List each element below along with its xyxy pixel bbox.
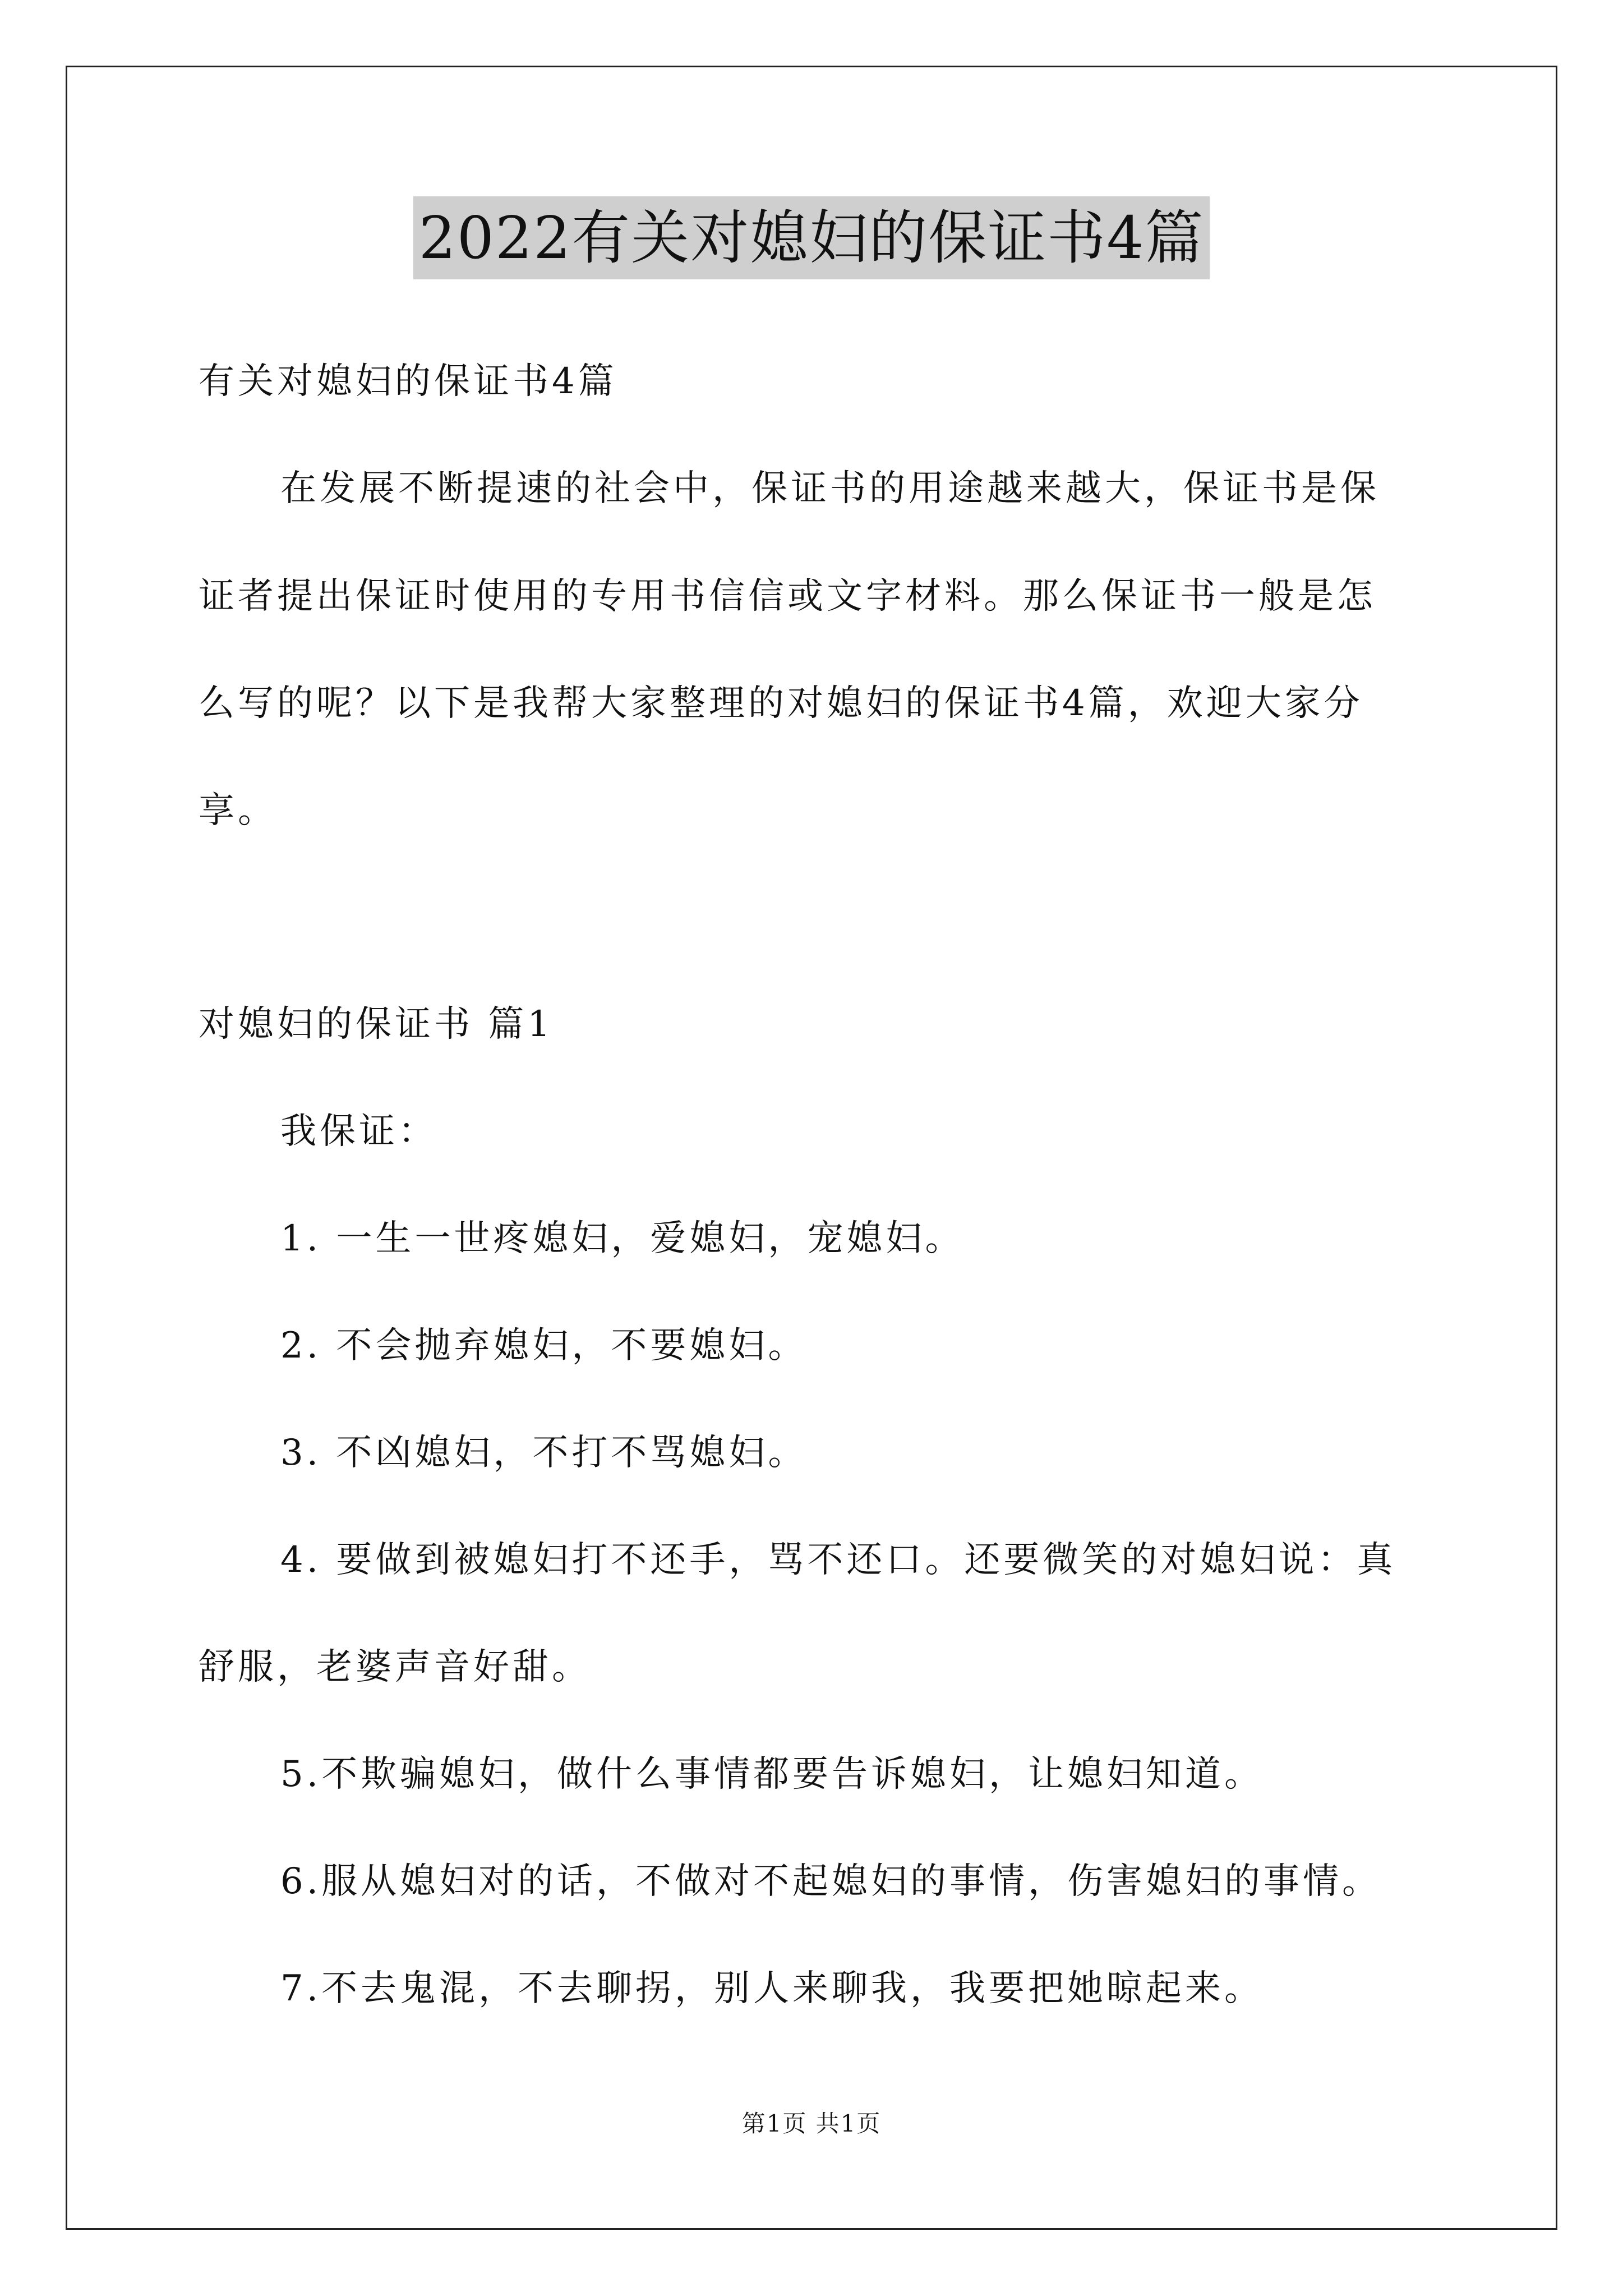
document-subtitle: 有关对媳妇的保证书4篇 (199, 361, 617, 402)
intro-line-4: 享。 (199, 790, 277, 831)
page-number-footer: 第1页 共1页 (741, 2110, 882, 2137)
document-title: 2022有关对媳妇的保证书4篇 (413, 196, 1210, 279)
section-heading: 对媳妇的保证书 篇1 (199, 1004, 554, 1045)
pledge-item-1: 1. 一生一世疼媳妇，爱媳妇，宠媳妇。 (280, 1218, 965, 1259)
pledge-item-3: 3. 不凶媳妇，不打不骂媳妇。 (280, 1432, 808, 1474)
pledge-item-6: 6.服从媳妇对的话，不做对不起媳妇的事情，伤害媳妇的事情。 (280, 1861, 1382, 1902)
intro-line-2: 证者提出保证时使用的专用书信信或文字材料。那么保证书一般是怎 (199, 576, 1376, 617)
pledge-item-4: 4. 要做到被媳妇打不还手，骂不还口。还要微笑的对媳妇说：真 (280, 1539, 1396, 1581)
title-container (0, 196, 1623, 279)
pledge-item-7: 7.不去鬼混，不去聊拐，别人来聊我，我要把她晾起来。 (280, 1968, 1264, 2009)
intro-line-1: 在发展不断提速的社会中，保证书的用途越来越大，保证书是保 (280, 468, 1380, 509)
intro-line-3: 么写的呢？以下是我帮大家整理的对媳妇的保证书4篇，欢迎大家分 (199, 683, 1363, 724)
pledge-item-4-continued: 舒服，老婆声音好甜。 (199, 1646, 591, 1688)
pledge-intro: 我保证： (280, 1111, 437, 1152)
pledge-item-2: 2. 不会抛弃媳妇，不要媳妇。 (280, 1325, 808, 1366)
pledge-item-5: 5.不欺骗媳妇，做什么事情都要告诉媳妇，让媳妇知道。 (280, 1754, 1264, 1795)
